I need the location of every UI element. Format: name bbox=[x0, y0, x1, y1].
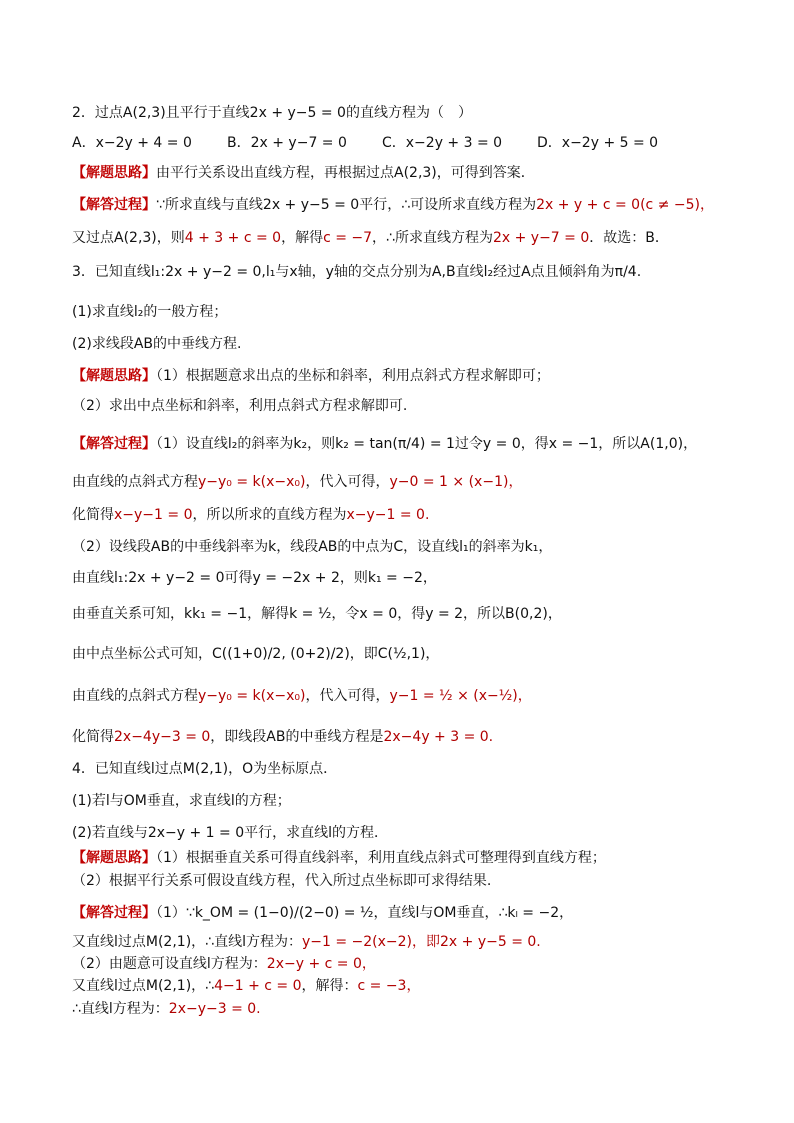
q3-thinking-1 bbox=[72, 367, 550, 385]
text: 又过点A(2,3)，则 bbox=[72, 230, 185, 246]
equation: y−0 = 1 × (x−1)， bbox=[389, 474, 523, 490]
process-label: 【解答过程】 bbox=[72, 436, 156, 452]
q2-option-a: A．x−2y + 4 = 0 bbox=[72, 135, 192, 151]
q4-part1: (1)若l与OM垂直，求直线l的方程； bbox=[72, 793, 291, 809]
text: （1）根据题意求出点的坐标和斜率，利用点斜式方程求解即可； bbox=[156, 368, 550, 384]
q2-process-line-1 bbox=[72, 196, 714, 214]
q2-stem: 2．过点A(2,3)且平行于直线2x + y−5 = 0的直线方程为（ ） bbox=[72, 105, 472, 121]
text: ，所以所求的直线方程为 bbox=[192, 507, 347, 523]
q3-process-6: 由垂直关系可知，kk₁ = −1，解得k = ½，令x = 0，得y = 2，所以B(0,2)， bbox=[72, 606, 562, 622]
text: ，解得 bbox=[281, 230, 324, 246]
text: ．故选：B． bbox=[589, 230, 669, 246]
equation: c = −7 bbox=[323, 230, 373, 246]
text: ，即线段AB的中垂线方程是 bbox=[210, 729, 384, 745]
text: （1）∵k_OM = (1−0)/(2−0) = ½，直线l与OM垂直，∴kₗ = −2， bbox=[156, 905, 574, 921]
text: 由直线的点斜式方程 bbox=[72, 474, 198, 490]
equation: 2x−4y + 3 = 0. bbox=[383, 729, 494, 745]
q3-process-5: 由直线l₁:2x + y−2 = 0可得y = −2x + 2，则k₁ = −2， bbox=[72, 570, 437, 586]
equation: 2x−4y−3 = 0 bbox=[114, 729, 211, 745]
q3-process-1 bbox=[72, 435, 697, 453]
equation: 4 + 3 + c = 0 bbox=[184, 230, 282, 246]
q2-process-line-2 bbox=[72, 229, 669, 247]
q4-process-2 bbox=[72, 933, 541, 951]
equation: 2x−y−3 = 0. bbox=[168, 1001, 261, 1017]
equation: y−1 = −2(x−2)，即2x + y−5 = 0. bbox=[301, 934, 541, 950]
thinking-label: 【解题思路】 bbox=[72, 368, 156, 384]
q3-process-2 bbox=[72, 473, 522, 491]
equation: x−y−1 = 0 bbox=[114, 507, 193, 523]
q4-process-5 bbox=[72, 1000, 261, 1018]
text: ∴直线l方程为： bbox=[72, 1001, 169, 1017]
text: ，解得： bbox=[301, 978, 358, 994]
process-label: 【解答过程】 bbox=[72, 905, 156, 921]
q2-option-d: D．x−2y + 5 = 0 bbox=[537, 135, 659, 151]
q3-part2: (2)求线段AB的中垂线方程. bbox=[72, 336, 242, 352]
text: ，∴所求直线方程为 bbox=[372, 230, 493, 246]
q3-process-8 bbox=[72, 687, 532, 705]
text: 由直线的点斜式方程 bbox=[72, 688, 198, 704]
text: 又直线l过点M(2,1)，∴直线l方程为： bbox=[72, 934, 302, 950]
text: 化简得 bbox=[72, 507, 114, 523]
q2-options bbox=[72, 134, 732, 152]
equation: 4−1 + c = 0 bbox=[214, 978, 302, 994]
q4-part2: (2)若直线与2x−y + 1 = 0平行，求直线l的方程． bbox=[72, 825, 389, 841]
q3-process-9 bbox=[72, 728, 493, 746]
process-label: 【解答过程】 bbox=[72, 197, 156, 213]
q3-part1: (1)求直线l₂的一般方程； bbox=[72, 304, 228, 320]
equation: c = −3， bbox=[357, 978, 421, 994]
q2-process-equation: 2x + y + c = 0(c ≠ −5)， bbox=[536, 197, 714, 213]
q2-option-b: B．2x + y−7 = 0 bbox=[227, 135, 347, 151]
q4-stem: 4．已知直线l过点M(2,1)，O为坐标原点． bbox=[72, 761, 338, 777]
text: 又直线l过点M(2,1)，∴ bbox=[72, 978, 215, 994]
text: （1）设直线l₂的斜率为k₂，则k₂ = tan(π/4) = 1过令y = 0，得x = −1，所以A(1,0)， bbox=[156, 436, 698, 452]
q2-process-text: ∵所求直线与直线2x + y−5 = 0平行，∴可设所求直线方程为 bbox=[156, 197, 537, 213]
thinking-label: 【解题思路】 bbox=[72, 850, 156, 866]
text: 化简得 bbox=[72, 729, 114, 745]
q4-process-1 bbox=[72, 904, 573, 922]
equation: y−1 = ½ × (x−½)， bbox=[389, 688, 532, 704]
equation: y−y₀ = k(x−x₀) bbox=[198, 474, 306, 490]
equation: 2x−y + c = 0， bbox=[266, 956, 376, 972]
q4-process-3 bbox=[72, 955, 376, 973]
thinking-label: 【解题思路】 bbox=[72, 165, 156, 181]
q3-process-3 bbox=[72, 506, 429, 524]
text: ，代入可得， bbox=[305, 474, 390, 490]
q2-thinking bbox=[72, 164, 535, 182]
q2-thinking-text: 由平行关系设出直线方程，再根据过点A(2,3)，可得到答案． bbox=[156, 165, 535, 181]
equation: y−y₀ = k(x−x₀) bbox=[198, 688, 306, 704]
q3-process-4: （2）设线段AB的中垂线斜率为k，线段AB的中点为C，设直线l₁的斜率为k₁， bbox=[72, 539, 553, 555]
q2-option-c: C．x−2y + 3 = 0 bbox=[382, 135, 503, 151]
q4-thinking-2: （2）根据平行关系可假设直线方程，代入所过点坐标即可求得结果. bbox=[72, 873, 492, 889]
equation: 2x + y−7 = 0 bbox=[492, 230, 590, 246]
q3-thinking-2: （2）求出中点坐标和斜率，利用点斜式方程求解即可. bbox=[72, 398, 408, 414]
q3-process-7: 由中点坐标公式可知，C((1+0)/2, (0+2)/2)，即C(½,1)， bbox=[72, 646, 440, 662]
text: （2）由题意可设直线l方程为： bbox=[72, 956, 267, 972]
equation: x−y−1 = 0. bbox=[346, 507, 430, 523]
text: ，代入可得， bbox=[305, 688, 390, 704]
q3-stem: 3．已知直线l₁:2x + y−2 = 0,l₁与x轴，y轴的交点分别为A,B直线l₂经过A点且倾斜角为π/4. bbox=[72, 264, 642, 280]
text: （1）根据垂直关系可得直线斜率，利用直线点斜式可整理得到直线方程； bbox=[156, 850, 606, 866]
q4-thinking-1 bbox=[72, 849, 606, 867]
q4-process-4 bbox=[72, 977, 420, 995]
